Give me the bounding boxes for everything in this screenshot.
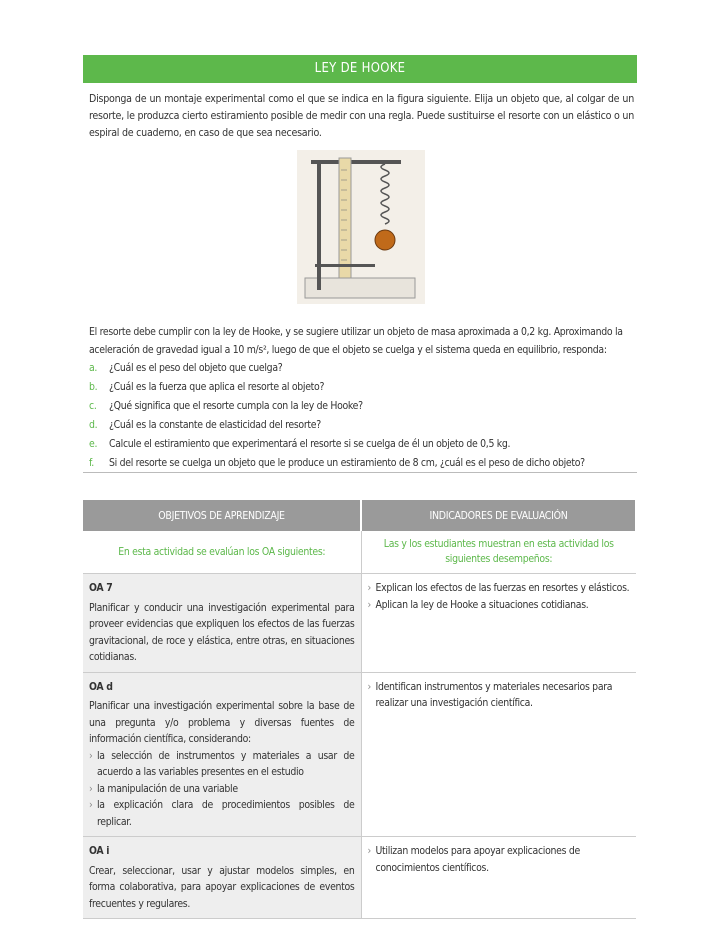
question-text: ¿Qué significa que el resorte cumpla con la ley de Hooke?: [109, 400, 363, 412]
question-item: [89, 416, 637, 435]
question-letter: b.: [89, 381, 98, 393]
questions-section: [89, 324, 637, 473]
question-letter: f.: [89, 457, 94, 469]
indicator: › Explican los efectos de las fuerzas en resortes y elásticos.: [368, 580, 631, 597]
question-letter: a.: [89, 362, 98, 374]
indicator: › Aplican la ley de Hooke a situaciones cotidianas.: [368, 597, 631, 614]
oa-text: Planificar y conducir una investigación experimental para proveer evidencias que expliquen los efectos de las fuerzas gravitacional, de roce y elástica, entre otras, en situaciones cotidianas.: [89, 601, 355, 663]
subheader-objectives: En esta actividad se evalúan los OA siguientes:: [83, 531, 361, 574]
question-item: [89, 397, 637, 416]
question-text: Si del resorte se cuelga un objeto que le produce un estiramiento de 8 cm, ¿cuál es el peso de dicho objeto?: [109, 457, 585, 469]
question-item: [89, 359, 637, 378]
section-title: LEY DE HOOKE: [83, 55, 637, 83]
oa-code: OA 7: [89, 582, 113, 594]
question-text: Calcule el estiramiento que experimentará el resorte si se cuelga de él un objeto de 0,5 kg.: [109, 438, 511, 450]
oa-text: Planificar una investigación experimental sobre la base de una pregunta y/o problema y diversas fuentes de información científica, considerando:: [89, 700, 355, 745]
header-objectives: OBJETIVOS DE APRENDIZAJE: [83, 500, 361, 531]
subheader-indicators: Las y los estudiantes muestran en esta actividad los siguientes desempeños:: [361, 531, 636, 574]
oa-bullet: › la explicación clara de procedimientos posibles de replicar.: [89, 797, 355, 830]
question-letter: d.: [89, 419, 98, 431]
question-text: ¿Cuál es la fuerza que aplica el resorte al objeto?: [109, 381, 325, 393]
question-text: ¿Cuál es el peso del objeto que cuelga?: [109, 362, 283, 374]
question-text: ¿Cuál es la constante de elasticidad del resorte?: [109, 419, 321, 431]
header-indicators: INDICADORES DE EVALUACIÓN: [361, 500, 636, 531]
question-letter: e.: [89, 438, 98, 450]
objectives-table: [83, 500, 637, 919]
oa-code: OA d: [89, 680, 113, 693]
oa-code: OA i: [89, 845, 110, 857]
table-row: [83, 672, 636, 837]
hooke-apparatus-figure: [297, 150, 425, 304]
oa-text: Crear, seleccionar, usar y ajustar modelos simples, en forma colaborativa, para apoyar explicaciones de eventos frecuentes y regulares.: [89, 864, 355, 910]
question-letter: c.: [89, 400, 97, 412]
question-item: [89, 378, 637, 397]
intro-paragraph: Disponga de un montaje experimental como el que se indica en la figura siguiente. Elija un objeto que, al colgar de un resorte, le produzca cierto estiramiento posible de medir con una regla. Puede sustituirse el resorte con un elástico o un espiral de cuaderno, en caso de que sea necesario.: [89, 93, 634, 139]
table-row: [83, 837, 636, 919]
indicator: › Identifican instrumentos y materiales necesarios para realizar una investigación científica.: [368, 679, 631, 712]
question-list: [89, 359, 637, 473]
question-intro: El resorte debe cumplir con la ley de Hooke, y se sugiere utilizar un objeto de masa aproximada a 0,2 kg. Aproximando la aceleración de gravedad igual a 10 m/s², luego de que el objeto se cuelga y el sistema queda en equilibrio, responda:: [89, 326, 623, 356]
table-row: [83, 574, 636, 673]
indicator: › Utilizan modelos para apoyar explicaciones de conocimientos científicos.: [368, 843, 631, 876]
question-item: [89, 435, 637, 454]
divider: [83, 472, 637, 473]
oa-bullet: › la manipulación de una variable: [89, 781, 355, 798]
question-item: [89, 454, 637, 473]
oa-bullet: › la selección de instrumentos y materiales a usar de acuerdo a las variables presentes en el estudio: [89, 748, 355, 781]
